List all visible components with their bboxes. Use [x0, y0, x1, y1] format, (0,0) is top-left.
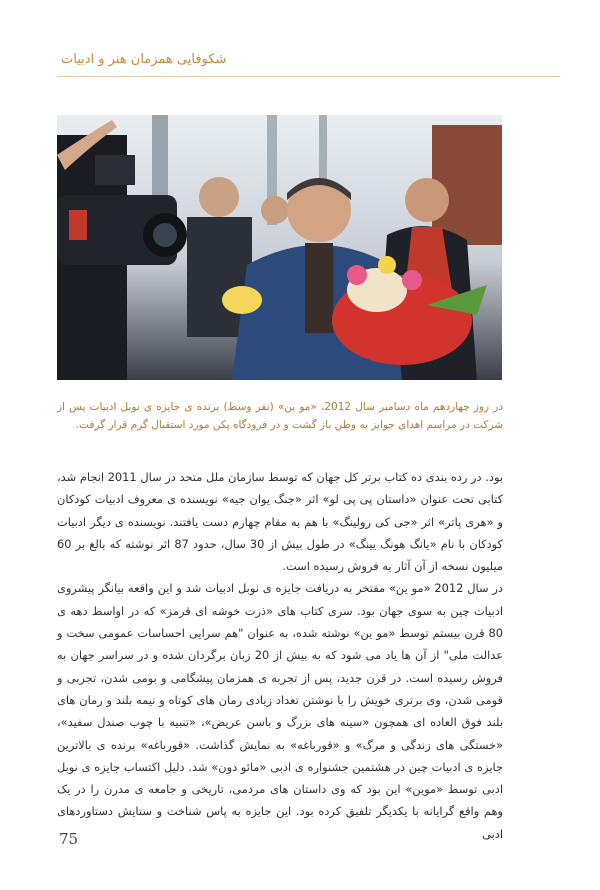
news-photo [57, 115, 502, 380]
paragraph: بود. در رده بندی ده کتاب برتر کل جهان که توسط سازمان ملل متحد در سال 2011 انجام شد، کتابی تحت عنوان «داستان پی پی لو» اثر «جنگ یوان جیه» نویسنده ی معروف ادبیات کودکان و «هری پاتر» اثر «جی کی رولینگ» با هم به مقام چهارم دست یافتند. نویسنده ی دیگر ادبیات کودکان با نام «یانگ هونگ یینگ» در طول بیش از 30 سال، حدود 87 اثر نوشته که بالغ بر 60 میلیون نسخه از آن آثار به فروش رسیده است. [57, 470, 503, 574]
photo-caption: در روز چهاردهم ماه دسامبر سال 2012، «مو ین» (نفر وسط) برنده ی جایزه ی نوبل ادبیات پس از شرکت در مراسم اهدای جوایز به وطن باز گشت و در فرودگاه پکن مورد استقبال گرم قرار گرفت. [57, 401, 503, 431]
page-number: 75 [59, 830, 79, 848]
photo-illustration [57, 115, 502, 380]
body-text [57, 466, 503, 845]
running-header [57, 48, 560, 77]
chapter-title: شکوفایی همزمان هنر و ادبیات [61, 52, 227, 67]
paragraph: در سال 2012 «مو ین» مفتخر به دریافت جایزه ی نوبل ادبیات شد و این واقعه بیانگر پیشروی ادبیات چین به سوی جهان بود. سری کتاب های «ذرت خوشه ای قرمز» که در اواسط دهه ی 80 قرن بیستم توسط «مو ین» نوشته شده، به عنوان "هم سرایی احساسات عمومی سخت و عدالت ملی" از آن ها یاد می شود که به بیش از 20 زبان برگردان شده و در سراسر جهان به فروش رسیده است. در قرن جدید، پس از تجربه ی همزمان پیشگامی و بومی شدن، تجربی و قومی شدن، وی برتری خویش را با نوشتن تعداد زیادی رمان های کوتاه و نیمه بلند و رمان های بلند فوق العاده ای همچون «سینه های بزرگ و باسن عریض»، «تنبیه با چوب صندل سفید»، «خستگی های زندگی و مرگ» و «قورباغه» به نمایش گذاشت. «قورباغه» برنده ی بالاترین جایزه ی ادبیات چین در هشتمین جشنواره ی ادبی «مائو دون» شد. دلیل اکتساب جایزه ی نوبل ادبی توسط «موین» این بود که وی داستان های مردمی، تاریخی و جامعه ی مدرن را در یک وهم واقع گرایانه با یکدیگر تلفیق کرده بود. این جایزه به پاس شناخت و ستایش دستاوردهای ادبی [57, 581, 504, 841]
